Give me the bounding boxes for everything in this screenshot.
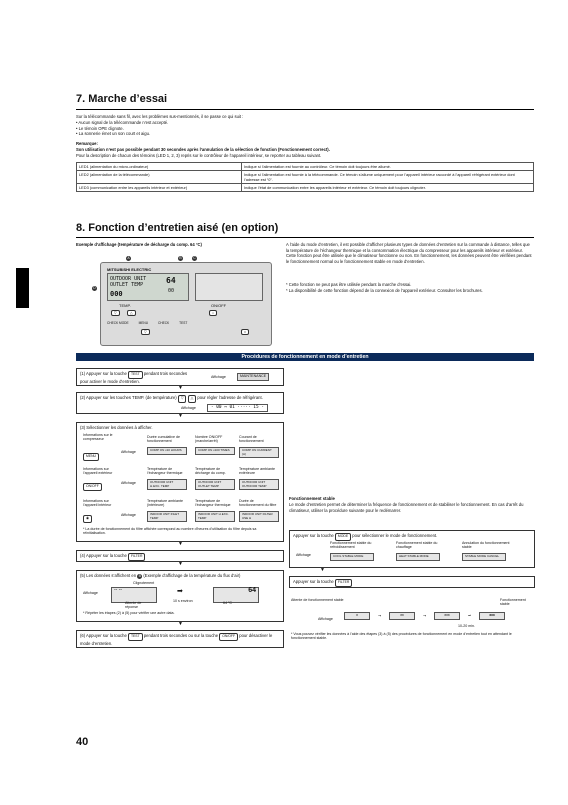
time-label: 10 s environ: [173, 599, 193, 603]
temp-up-key[interactable]: △: [188, 395, 197, 403]
test-label: TEST: [179, 321, 188, 325]
stable-step-1: [289, 530, 535, 568]
info-label: Informations sur l’appareil intérieur: [83, 499, 112, 508]
seq-step: 0: [344, 612, 370, 620]
item-label: Température de l’échangeur thermique: [147, 467, 183, 476]
step-text: pour régler l’adresse de réfrigérant.: [197, 395, 263, 400]
callout-b: B: [179, 256, 182, 260]
step-text: (1) Appuyer sur la touche: [80, 371, 127, 376]
lcd-address: 000: [110, 290, 123, 298]
filter-key[interactable]: FILTER: [335, 579, 352, 587]
step-3: [76, 422, 284, 542]
seq-step: 00: [389, 612, 415, 620]
lcd-box: INDOOR UNIT INLET TEMP: [147, 511, 187, 522]
lcd-box: COMP ON x10 HOURS: [147, 447, 187, 455]
value-display: 64: [213, 587, 259, 603]
bullet-list: [76, 120, 376, 137]
divider: [76, 109, 534, 110]
display-label: Affichage: [121, 481, 136, 485]
onoff-key[interactable]: ON/OFF: [83, 483, 102, 491]
note: * La disponibilité de cette fonction dépend de la connexion de l’appareil extérieur. Consulter les brochures.: [286, 287, 483, 293]
lcd-screen: [107, 273, 189, 301]
step-text: Appuyer sur la touche: [293, 579, 334, 584]
stable-step-2: [289, 576, 535, 588]
lcd-box: INDOOR UNIT FILTER USE H: [239, 511, 279, 522]
remark-title: Remarque:: [76, 141, 98, 146]
test-button[interactable]: □: [241, 329, 249, 335]
remote-button-labels: [107, 321, 267, 325]
stable-title: Fonctionnement stable: [289, 496, 335, 501]
mode-label: Fonctionnement stable du chauffage: [396, 541, 438, 550]
section-7-title: 7. Marche d’essai: [76, 93, 168, 105]
repeat-note: * Répéter les étapes (2) à (5) pour vérifier une autre data.: [83, 611, 175, 615]
flow-arrow: ▼: [178, 621, 183, 627]
unit-label: 64 °C: [223, 601, 233, 605]
step-text: (4) Appuyer sur la touche: [80, 553, 127, 558]
lcd-box: OUTDOOR UNIT OUTDOOR TEMP: [239, 479, 279, 490]
time-arrow: ➡: [177, 588, 183, 595]
item-label: Durée de fonctionnement du filtre: [239, 499, 277, 508]
temp-up-button[interactable]: △: [127, 310, 136, 316]
remark-bold: Son utilisation n’est pas possible pendant 30 secondes après l’annulation de la sélection de fonction (Fonctionnement correct).: [76, 147, 330, 152]
table-cell: LED2 (alimentation de la télécommande): [77, 171, 242, 184]
lcd-line2: OUTLET TEMP: [110, 282, 144, 288]
remote-controller: [100, 262, 272, 346]
step-6: [76, 630, 284, 648]
run-label: Fonctionnement stable: [500, 598, 526, 607]
mode-key[interactable]: MODE: [335, 533, 351, 541]
temp-down-key[interactable]: ▽: [178, 395, 187, 403]
check-mode-label: CHECK MODE: [107, 321, 129, 325]
step-3-title: (3) Sélectionner les données à afficher.: [80, 425, 153, 430]
bullet: • La sonnerie émet un son court et aigu.: [76, 131, 151, 137]
lcd-box: OUTDOOR UNIT OUTLET TEMP: [195, 479, 235, 490]
address-segment: - 00 ↔ 01 ····· 15 -: [207, 404, 268, 412]
callout-c: C: [193, 256, 196, 260]
display-label: Affichage: [121, 513, 136, 517]
lcd-value: 64: [166, 276, 176, 285]
time-label: 10-20 min.: [458, 624, 475, 628]
seq-step: 000: [479, 612, 505, 620]
item-label: Température de décharge du comp.: [195, 467, 226, 476]
filter-note: * La durée de fonctionnement du filtre affichée correspond au nombre d’heures d’utilisation du filtre depuis sa réinitialisation.: [83, 527, 257, 536]
step-text: (6) Appuyer sur la touche: [80, 633, 127, 638]
table-cell: LED1 (alimentation du micro-ordinateur): [77, 163, 242, 171]
item-label: Température ambiante extérieure: [239, 467, 275, 476]
step-text: pendant trois secondes ou sur la touche: [143, 633, 219, 638]
step-5: [76, 570, 284, 622]
onoff-label: ON/OFF: [211, 303, 227, 308]
check-key[interactable]: ◉: [83, 515, 92, 523]
lcd-box: OUTDOOR UNIT H·EXC. TEMP: [147, 479, 187, 490]
table-row: [77, 184, 534, 192]
lcd-secondary: [195, 273, 263, 301]
step-2: [76, 392, 284, 414]
bullet: • Aucun signal de la télécommande n’est accepté.: [76, 120, 169, 125]
onoff-button[interactable]: ○: [209, 310, 217, 316]
table-row: [77, 163, 534, 171]
intro-text: Sur la télécommande sans fil, avec les problèmes sus-mentionnés, il se passe ce qui suit :: [76, 114, 244, 119]
note: * Cette fonction ne peut pas être utilisée pendant la marche d’essai.: [286, 282, 412, 287]
display-label: Affichage: [83, 591, 98, 595]
step-text: (2) Appuyer sur les touches TEMP. (de température): [80, 395, 177, 400]
temp-label: TEMP.: [119, 303, 131, 308]
test-key[interactable]: TEST: [128, 371, 143, 379]
wait-label: Attente de réponse: [125, 601, 142, 610]
lcd-box: COMP ON CURRENT (A): [239, 447, 279, 458]
item-label: Température de l’échangeur thermique: [195, 499, 231, 508]
display-label: Affichage: [121, 450, 136, 454]
mode-label: Annulation du fonctionnement stable: [462, 541, 510, 550]
remark-text: Pour la description de chacun des témoins (LED 1, 2, 3) repris sur le contrôleur de l’appareil intérieur, se reporter au tableau suivant.: [76, 153, 322, 158]
lcd-box: STABLE MODE CANCEL: [462, 553, 506, 561]
s8-right-text: A l’aide du mode d’entretien, il est possible d’afficher plusieurs types de données d’entretien sur la commande à distance, telles que la température de l’échangeur thermique et la consommation électrique du compresseur pour les appareils intérieur et extérieur. Cette fonction peut être utilisée que le climatiseur fonctionne ou non. En fonctionnement, les données peuvent être vérifiées pendant le fonctionnement normal ou le fonctionnement stable en mode d’entretien.: [286, 242, 532, 264]
lcd-box: HEAT STABLE MODE: [396, 553, 440, 561]
wait-label: Attente de fonctionnement stable: [291, 598, 344, 602]
lcd-box: COOL STABLE MODE: [330, 553, 374, 561]
temp-down-button[interactable]: ▽: [111, 310, 120, 316]
table-cell: Indique si l’alimentation est fournie à la télécommande. Ce témoin s’allume uniquement pour l’appareil intérieur raccordé à l’appareil réfrigérant extérieur dont l’adresse est “0”.: [242, 171, 534, 184]
info-label: Informations sur l’appareil extérieur: [83, 467, 113, 476]
s8-notes: [286, 282, 534, 293]
procedure-bar: Procédures de fonctionnement en mode d’entretien: [76, 353, 534, 361]
maintenance-badge: MAINTENANCE: [237, 373, 269, 381]
bullet: • Le témoin OPE clignote.: [76, 125, 124, 131]
mode-label: Fonctionnement stable du refroidissement: [330, 541, 372, 550]
display-label: Affichage: [296, 553, 311, 557]
item-label: Courant de fonctionnement: [239, 435, 264, 444]
onoff-key[interactable]: ON/OFF: [219, 633, 238, 641]
table-cell: Indique l’état de communication entre les appareils intérieur et extérieur. Ce témoin doit toujours clignoter.: [242, 184, 534, 192]
callout-b: B: [138, 574, 141, 578]
brand-logo: MITSUBISHI ELECTRIC: [107, 267, 152, 272]
divider: [76, 237, 534, 238]
item-label: Nombre ON/OFF (marche/arrêt): [195, 435, 223, 444]
callout-d: D: [93, 286, 96, 290]
step-text: Appuyer sur la touche: [293, 533, 334, 538]
test-key[interactable]: TEST: [128, 633, 143, 641]
filter-key[interactable]: FILTER: [128, 553, 145, 561]
step-text: pour désactiver le mode d’entretien.: [80, 633, 273, 646]
stable-text: Le mode d’entretien permet de déterminer la fréquence de fonctionnement et de stabiliser le fonctionnement. En cas d’arrêt du climatiseur, utiliser la procédure suivante pour le redémarrer.: [289, 502, 524, 513]
display-label: Affichage: [318, 617, 333, 621]
sequence: 0 → 00 → 000 ➡ 000: [344, 612, 505, 620]
display-label: Affichage: [211, 375, 226, 379]
flow-arrow: ▼: [178, 541, 183, 547]
flow-arrow: ▼: [178, 561, 183, 567]
menu-key[interactable]: MENU: [83, 453, 99, 461]
item-label: Durée cumulative de fonctionnement: [147, 435, 180, 444]
page-number: 40: [76, 736, 89, 748]
step-text: (Exemple d’affichage de la température du flux d’air): [143, 573, 241, 578]
flow-arrow: ▼: [320, 567, 325, 573]
check-label: CHECK: [158, 321, 170, 325]
menu-button[interactable]: ▽: [141, 329, 150, 335]
flow-arrow: ▼: [178, 413, 183, 419]
example-caption: Exemple d’affichage (température de décharge du comp. 64 °C): [76, 242, 202, 247]
item-label: Température ambiante (intérieure): [147, 499, 183, 508]
menu-label: MENU: [138, 321, 148, 325]
lcd-box: COMP ON x100 TIMES: [195, 447, 235, 455]
lcd-small: 00: [168, 288, 175, 294]
section-8-title: 8. Fonction d’entretien aisé (en option): [76, 222, 279, 234]
led-table: [76, 162, 534, 192]
step-text: pendant trois secondes pour activer le mode d’entretien.: [80, 371, 188, 384]
section-tab: [16, 268, 29, 308]
table-row: [77, 171, 534, 184]
info-label: Informations sur le compresseur: [83, 433, 113, 442]
display-label: Affichage: [181, 406, 196, 410]
step-text: (5) Les données s’affichent en: [80, 573, 137, 578]
table-cell: Indique si l’alimentation est fournie au contrôleur. Ce témoin doit toujours être allumé.: [242, 163, 534, 171]
callout-a: A: [127, 256, 130, 260]
stable-note: * Vous pouvez vérifier les données à l’aide des étapes (3) à (5) des procédures de fonctionnement en mode d’entretien tout en attendant le fonctionnement stable.: [291, 632, 512, 641]
flow-arrow: ▼: [178, 385, 183, 391]
step-1: [76, 368, 284, 386]
step-text: pour sélectionner le mode de fonctionnement.: [352, 533, 438, 538]
blink-display: -- --: [111, 587, 157, 603]
lcd-line1: OUTDOOR UNIT: [110, 276, 147, 282]
table-cell: LED3 (communication entre les appareils intérieur et extérieur): [77, 184, 242, 192]
lcd-box: INDOOR UNIT H·EXC. TEMP: [195, 511, 235, 522]
blink-label: Clignotement: [133, 581, 155, 585]
seq-step: 000: [434, 612, 460, 620]
